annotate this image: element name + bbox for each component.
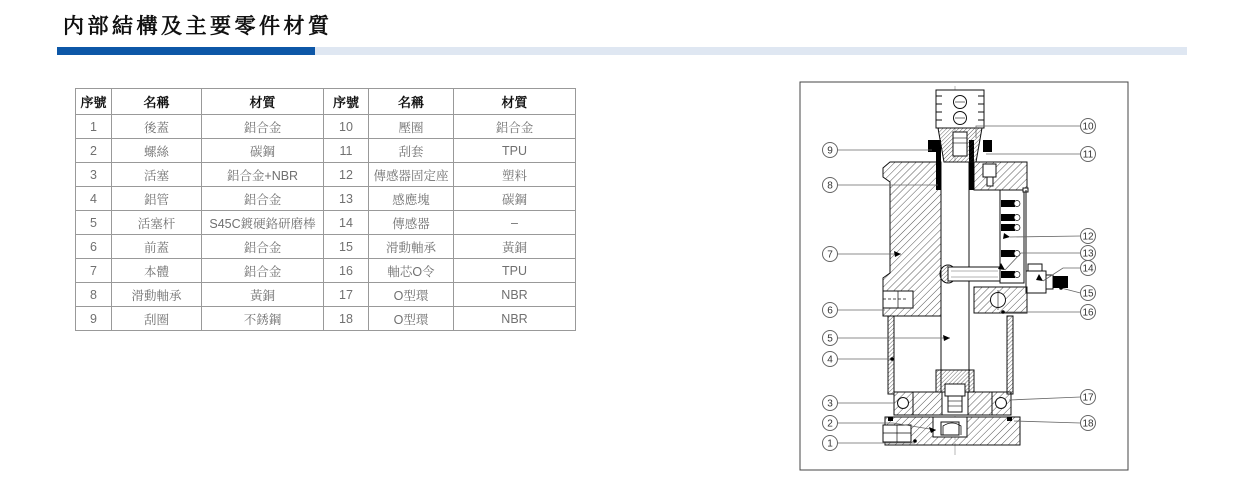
table-cell: 鋁管 [112, 187, 202, 211]
table-cell: 刮套 [369, 139, 454, 163]
header-cell: 名稱 [112, 89, 202, 115]
structure-diagram [795, 78, 1135, 478]
table-cell: 3 [76, 163, 112, 187]
table-row [76, 139, 576, 163]
header-cell: 名稱 [369, 89, 454, 115]
table-row [76, 163, 576, 187]
table-cell: 1 [76, 115, 112, 139]
table-header-row [76, 89, 576, 115]
table-cell: 軸芯O令 [369, 259, 454, 283]
table-cell: 本體 [112, 259, 202, 283]
table-cell: 鋁合金 [202, 187, 324, 211]
table-cell: 14 [324, 211, 369, 235]
callout-15: 15 [1082, 288, 1094, 300]
table-cell: 碳鋼 [454, 187, 576, 211]
callout-17: 17 [1082, 392, 1094, 404]
table-cell: 黃銅 [454, 235, 576, 259]
table-cell: 11 [324, 139, 369, 163]
callout-9: 9 [827, 145, 833, 157]
table-cell: 6 [76, 235, 112, 259]
table-cell: 前蓋 [112, 235, 202, 259]
table-cell: 傳感器固定座 [369, 163, 454, 187]
table-cell: S45C鍍硬鉻研磨棒 [202, 211, 324, 235]
page-title: 内部結構及主要零件材質 [63, 15, 333, 38]
callout-1: 1 [827, 438, 833, 450]
table-cell: 碳鋼 [202, 139, 324, 163]
table-cell: 鋁合金 [202, 235, 324, 259]
table-cell: 13 [324, 187, 369, 211]
materials-table [75, 88, 576, 331]
table-cell: 滑動軸承 [112, 283, 202, 307]
table-cell: 7 [76, 259, 112, 283]
callout-12: 12 [1082, 231, 1094, 243]
callout-16: 16 [1082, 307, 1094, 319]
table-row [76, 115, 576, 139]
table-row [76, 307, 576, 331]
header-cell: 序號 [76, 89, 112, 115]
callout-18: 18 [1082, 418, 1094, 430]
callout-8: 8 [827, 180, 833, 192]
table-cell: 螺絲 [112, 139, 202, 163]
header-cell: 材質 [202, 89, 324, 115]
table-row [76, 283, 576, 307]
callout-11: 11 [1082, 149, 1094, 161]
table-cell: 不銹鋼 [202, 307, 324, 331]
cylinder-cross-section-drawing [795, 78, 1135, 478]
table-cell: NBR [454, 307, 576, 331]
table-cell: TPU [454, 139, 576, 163]
table-cell: 5 [76, 211, 112, 235]
table-cell: TPU [454, 259, 576, 283]
callout-6: 6 [827, 305, 833, 317]
table-cell: 活塞 [112, 163, 202, 187]
table-cell: 鋁合金 [202, 259, 324, 283]
table-cell: 鋁合金+NBR [202, 163, 324, 187]
callout-4: 4 [827, 354, 833, 366]
table-row [76, 235, 576, 259]
title-underline-dark [57, 47, 315, 55]
table-cell: 2 [76, 139, 112, 163]
callout-3: 3 [827, 398, 833, 410]
table-cell: 鋁合金 [454, 115, 576, 139]
table-cell: 感應塊 [369, 187, 454, 211]
table-cell: O型環 [369, 283, 454, 307]
table-row [76, 259, 576, 283]
callout-10: 10 [1082, 121, 1094, 133]
table-row [76, 211, 576, 235]
header-cell: 序號 [324, 89, 369, 115]
table-cell: 活塞杆 [112, 211, 202, 235]
table-cell: 18 [324, 307, 369, 331]
callout-2: 2 [827, 418, 833, 430]
table-cell: 15 [324, 235, 369, 259]
table-cell: 4 [76, 187, 112, 211]
table-cell: 17 [324, 283, 369, 307]
callout-13: 13 [1082, 248, 1094, 260]
table-cell: O型環 [369, 307, 454, 331]
title-underline-light [315, 47, 1187, 55]
table-cell: 後蓋 [112, 115, 202, 139]
table-cell: 滑動軸承 [369, 235, 454, 259]
table-cell: 傳感器 [369, 211, 454, 235]
table-cell: 刮圈 [112, 307, 202, 331]
table-cell: NBR [454, 283, 576, 307]
header-cell: 材質 [454, 89, 576, 115]
table-cell: 塑料 [454, 163, 576, 187]
callout-7: 7 [827, 249, 833, 261]
callout-14: 14 [1082, 263, 1094, 275]
table-cell: 壓圈 [369, 115, 454, 139]
title-underline [57, 47, 1187, 55]
table-cell: 鋁合金 [202, 115, 324, 139]
table-cell: 黃銅 [202, 283, 324, 307]
table-cell: – [454, 211, 576, 235]
table-row [76, 187, 576, 211]
table-cell: 9 [76, 307, 112, 331]
table-cell: 12 [324, 163, 369, 187]
table-cell: 16 [324, 259, 369, 283]
table-cell: 8 [76, 283, 112, 307]
callout-5: 5 [827, 333, 833, 345]
table-cell: 10 [324, 115, 369, 139]
